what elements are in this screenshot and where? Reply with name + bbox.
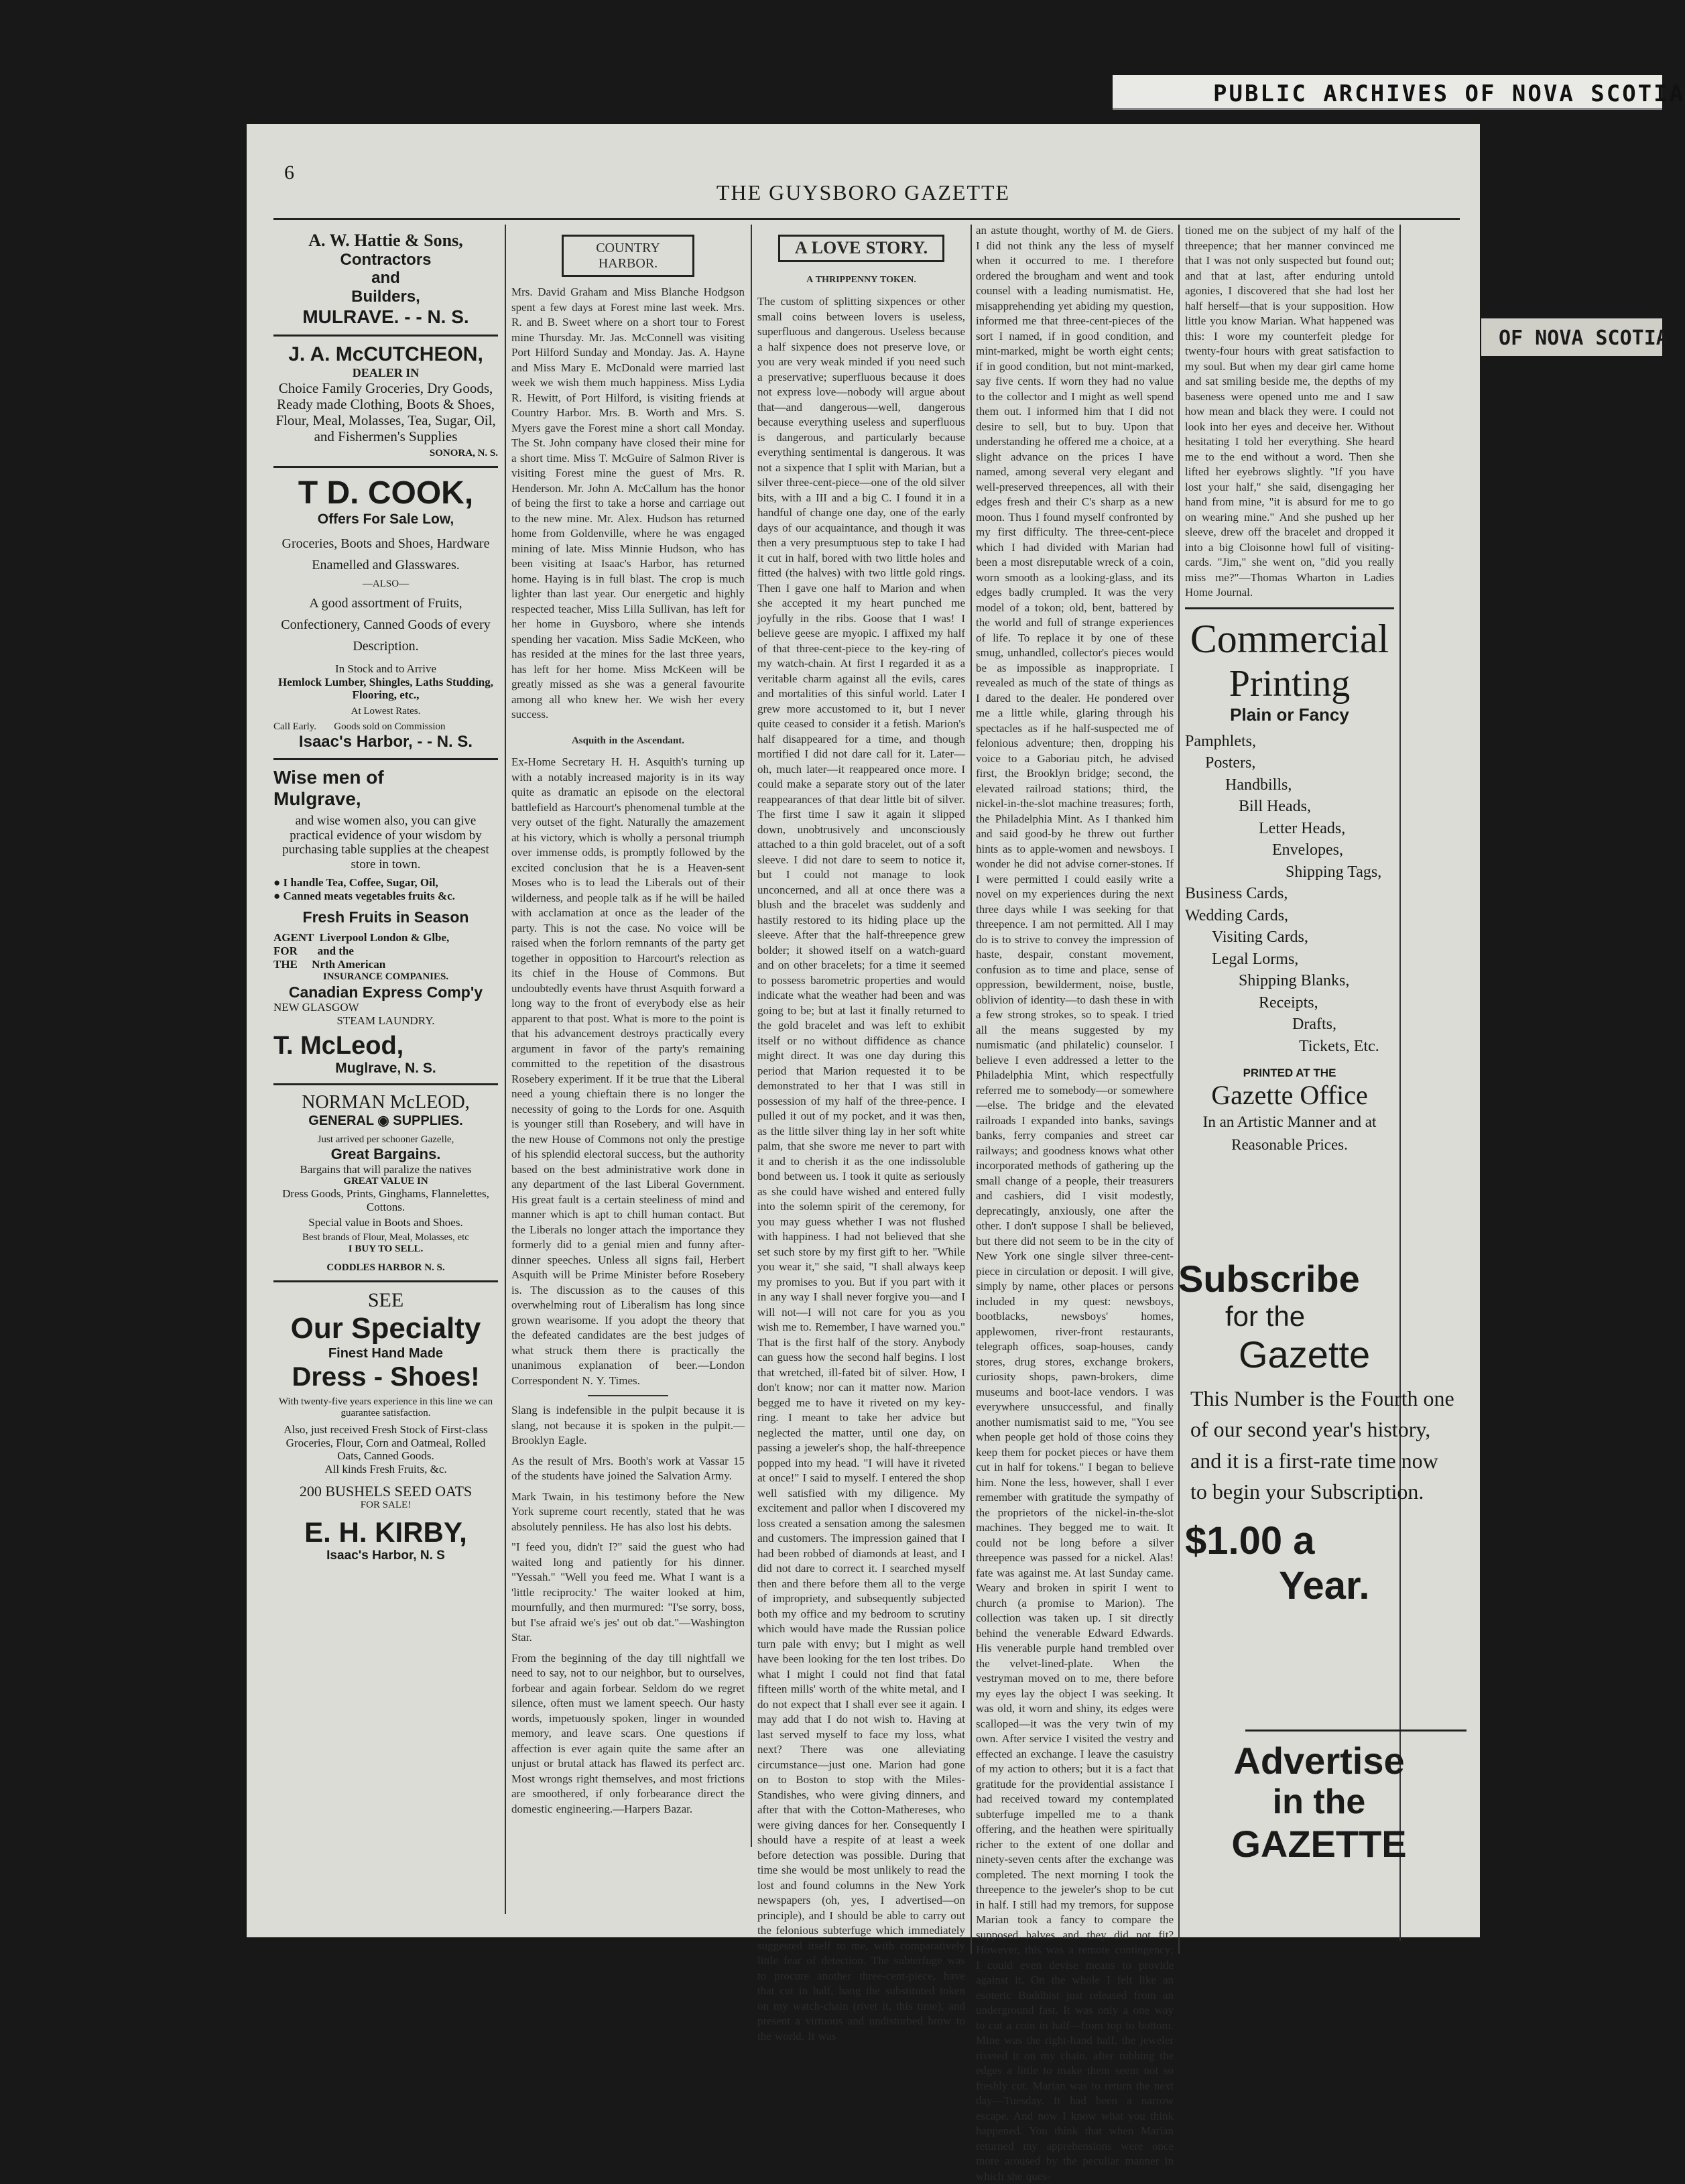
ad-hattie-line: Builders, (351, 288, 420, 306)
ad-mcleod-laundry: STEAM LAUNDRY. (336, 1014, 435, 1028)
ad-cook-line: Call Early. Goods sold on Commission (273, 721, 446, 733)
asquith-heading: Asquith in the Ascendant. (571, 735, 685, 746)
ad-mccutcheon-sub: DEALER IN (352, 366, 420, 380)
ad-cook-name: T D. COOK, (298, 475, 474, 511)
ad-printing (1185, 616, 1394, 1157)
ad-advertise-heading: GAZETTE (1231, 1823, 1407, 1866)
ad-printing-heading: Commercial (1190, 616, 1389, 661)
ad-kirby-line: With twenty-five years experience in this line we can guarantee satisfaction. (278, 1396, 493, 1419)
ad-printing-item: Wedding Cards, (1185, 906, 1289, 924)
ad-printing-item: Tickets, Etc. (1299, 1037, 1379, 1055)
ad-printing-item: Business Cards, (1185, 885, 1288, 903)
ad-subscribe-heading: Gazette (1239, 1333, 1371, 1376)
ad-printing-item: Shipping Tags, (1286, 863, 1382, 881)
left-ads-column (273, 228, 498, 1917)
page-title: THE GUYSBORO GAZETTE (716, 180, 1011, 204)
ad-mcleod-name: T. McLeod, (273, 1031, 404, 1060)
ad-mcleod-heading: Wise men of (273, 766, 384, 788)
ad-mcleod (273, 767, 498, 1077)
ad-mcleod-laundry: NEW GLASGOW (273, 1001, 359, 1014)
ad-cook-tag: Offers For Sale Low, (317, 511, 454, 527)
ad-subscribe (1172, 1257, 1466, 1608)
ad-mcleod-agent: THE Nrth American (273, 958, 386, 971)
archive-label-partial: OF NOVA SCOTIA (1481, 318, 1662, 356)
ad-advertise-heading: in the (1272, 1782, 1366, 1822)
love-story-column (976, 223, 1174, 2183)
ad-mccutcheon-name: J. A. McCUTCHEON, (288, 343, 483, 365)
ad-printing-item: Handbills, (1225, 776, 1292, 794)
ad-subscribe-year: Year. (1279, 1563, 1370, 1607)
ad-norman-line: Best brands of Flour, Meal, Molasses, etc (302, 1232, 469, 1243)
ad-cook-line: In Stock and to Arrive (334, 662, 437, 676)
ad-norman (273, 1092, 498, 1274)
column-rule (1399, 225, 1401, 1941)
column-rule (1178, 225, 1180, 1954)
ad-kirby-place: Isaac's Harbor, N. S (326, 1549, 445, 1563)
ad-kirby-oats: 200 BUSHELS SEED OATS (299, 1482, 473, 1500)
ad-kirby-line: Also, just received Fresh Stock of First-class Groceries, Flour, Corn and Oatmeal, Rolled Oats, Canned Goods. (284, 1423, 488, 1463)
newspaper-page (247, 124, 1480, 2183)
ad-hattie (273, 228, 498, 328)
column-rule (505, 225, 506, 1914)
ad-mcleod-insurance: INSURANCE COMPANIES. (322, 971, 449, 983)
ad-mcleod-agent: AGENT Liverpool London & Glbe, (273, 931, 450, 945)
news-column (511, 228, 745, 1931)
love-story-subheading: A THRIPPENNY TOKEN. (806, 274, 916, 285)
page-number: 6 (284, 162, 294, 184)
ad-cook-also: —ALSO— (362, 578, 410, 589)
ad-norman-line: Special value in Boots and Shoes. (308, 1216, 463, 1229)
ad-mcleod-agent: FOR and the (273, 945, 354, 958)
ad-norman-line: GREAT VALUE IN (343, 1176, 428, 1187)
ad-advertise (1172, 1740, 1466, 1866)
love-story-text: an astute thought, worthy of M. de Giers. I did not think any the less of myself when it occurred to me. I therefore ordered the brougham and went and took counsel with a leading numismatist. He, misapprehending yet abiding my question, informed me that three-cent-pieces of the sort I named, if in good condition, and mint-marked, might be worth eight cents; if in good condition, but not mint-marked, say five cents. If worn they had no value to the collector and I might as well spend them out. I informed him that I did not desire to sell, but to buy. Upon that understanding he offered me a choice, at a slight advance on the prices I have named, among several very elegant and well-preserved threepences, all with their edges fresh and their C's sharp as a new moon. Thus I found myself confronted by my first difficulty. The three-cent-piece which I had divided with Marian had been a most disreputable wreck of a coin, worn smooth as a looking-glass, and its edges badly crumpled. It was the very model of a tokon; old, bent, battered by the world and full of strange experiences of life. To replace it by one of these smug, unhandled, collector's pieces would be as impossible as inappropriate. I revealed as much of the state of things as I dared to the dealer. He pondered over me a little while, glaring through his spectacles as if he half-suspected me of felonious adventure; then, dropping his voice to a Gaboriau pitch, he advised first, the Brooklyn bridge; second, the elevated railroad stations; third, the nickel-in-the-slot machine treasures; forth, the Philadelphia Mint. As I thanked him and said good-by he threw out further hints as to apple-women and newsboys. I wonder he did not advise corner-stones. If I were permitted I could easily write a novel on my experiences during the next three days while I was seeking for that threepence. I am not permitted. All I may do is to strive to convey the impression of haste, despair, constant movement, confusion as to time and place, sense of oppression, bewilderment, noise, bustle, oblivion of identity—to dash these in with a few strong strokes, so to speak. I tried all the means suggested by my numismatic (and philatelic) counselor. I believe I even addressed a letter to the Philadelphia Mint, which respectfully referred me to somebody—or somewhere—else. The bridge and the elevated railroads I expanded into banks, savings banks, ferry companies and street car railways; and goodness knows what other incorporated methods of gathering up the small change of a people, their treasurers and cashiers, did I visit modestly, deprecatingly, anxiously, one after the other. I don't suppose I shall be believed, but there did not seem to be in the city of New York one single silver three-cent-piece in circulation or deposit. I will give, simply by name, other places or persons included in my quest: newsboys, bootblacks, newsboys' homes, applewomen, river-front restaurants, telegraph offices, soap-houses, candy stores, drug stores, exchange brokers, curiosity shops, pawn-brokers, dime museums and boot-lace vendors. I was everywhere unsuccessful, and finally another numismatist said to me, "You see when people get hold of those coins they keep them for pocket pieces or have them cut in half for tokens." I began to believe him. None the less, however, shall I ever remember with gratitude the sympathy of the proprietors of the nickel-in-the-slot machines. They begged me to wait. It could not be long before a silver threepence was passed for a nickel. Alas! fate was against me. At last Sunday came. Weary and broken in spirit I went to church (a promise to Marion). The collection was taken up. I sit directly behind the venerable Edward Edwards. His venerable purple hand trembled over the velvet-lined-plate. When the vestryman moved on to me, there before my eyes lay the object I was seeking. It was old, it worn and shiny, its edges were scalloped—it was the very twin of my own. After service I visited the vestry and effected an exchange. I leave the casuistry of my action to others; but it is a fact that gratitude for the providential assistance I had received toward my contemplated subterfuge impelled me to a thank offering, and the heathen were spiritually richer to the extent of one dollar and ninety-seven cents after the exchange was completed. The next morning I took the threepence to the jeweler's shop to be cut in half. I still had my tremors, for suppose Marian took a fancy to compare the supposed halves and they did not fit? However, this was a remote contingency; I could even devise means to provide against it. On the whole I felt like an esoteric Buddhist just released from an underground fast. It was only a one way to cut a coin in half—from top to bottom. Mine was the right-hand half, the jeweler riveted it on my chain, after rubbing the edges a little to make them seem not so freshly cut. Marian was to return the next day—Tuesday. It had been a narrow escape. And now I know what you think happened. You think that when Marian returned my apprehensions were once more aroused by the peculiar manner in which she ques- (976, 224, 1174, 2183)
love-story-text: The custom of splitting sixpences or other small coins between lovers is useless, superfluous and dangerous. Useless because a half sixpence does not preserve love, or you are very weak minded if you need such a preservative; superfluous because it does not express love—nobody will argue about that—and dangerous—well, dangerous because everything useless and superfluous is dangerous, and particularly because everything sentimental is dangerous. It was not a sixpence that I split with Marian, but a silver three-cent-piece—one of the old silver bits, with a III and a big C. I found it in a handful of change one day, one of the early days of our acquaintance, and though it was then a very presumptuous step to take I had it cut in half, bored with two little holes and fitted (the halves) with two little gold rings. Then I gave one half to Marion and when she accepted it my heart punched me joyfully in the ribs. Goose that I was! I believe geese are myopic. I affixed my half of that three-cent-piece to the key-ring of my watch-chain. At first I regarded it as a veritable charm against all the evils, cares and mortalities of this sinful world. Later I grew more accustomed to it, but I never quite ceased to consider it a fetish. Marion's half disappeared for a time, and though mortified I did not dare call for it. Later—oh, much later—it reappeared once more. I could make a separate story out of the later reappearances of that dear little bit of silver. The first time I saw it again it slipped down, unobtrusively and unconsciously attached to a thin gold bracelet, out of a soft sleeve. I did not dare to seem to notice it, but I could not manage to look unconcerned, and all at once there was a blush and the bracelet was suddenly and hastily restored to its hiding place up the sleeve. After that the half-threepence grew bolder; it showed itself on a watch-guard and on other bracelets; for a time it seemed to possess barometric properties and would indicate what the weather had been and was going to be; but at last it finally returned to the gold bracelet and was left to exhibit itself or no without diffidence as chance might direct. It was one day during this period that Marion requested it to be demonstrated to her that I was still in possession of my half of the three-pence. I pulled it out of my pocket, and it was then, as the little silver thing lay in her soft white palm, that she swore me never to part with it and to cherish it as the one indissoluble bond between us. I took it quite as seriously as she could have wished and entered fully into the solemn spirit of the ceremony, for you may guess whether I was not flushed with happiness. I had not believed that she set such store by my first gift to her. "While you wear it," she said, "I shall always keep my promises to you. But if you part with it in any way I shall never forgive you—and I will not—I will not care for you as you wish me to. Remember, I have warned you." That is the first half of the story. Anybody can guess how the second half begins. I lost that wretched, ill-fated bit of silver. How, I don't know; nor can it matter now. Marion begged me to have it riveted on my key-ring. I meant to take her advice but neglected the matter, until one day, on passing a jeweler's shop, the half-threepence popped into my head. "I will have it riveted at once!" I said to myself. I entered the shop well satisfied with my diligence. My excitement and pallor when I discovered my loss created a sensation among the salesmen and customers. The impression gained that I had been robbed of diamonds at least, and I did not dare to correct it. I searched myself then and there before them all to the verge of impropriety, and subsequently subjected both my office and my bedroom to scrutiny which would have made the Russian police turn pale with envy; but I might as well have been looking for the ten lost tribes. Do what I might I could not find that fatal fifteen mills' worth of the white metal, and I do not expect that I shall ever see it again. I may add that I do not wish to. Having at last served myself to face my loss, what next? There was one alleviating circumstance—just one. Marion had gone on to Boston to stop with the Miles-Standishes, who were giving dinners, and after that with the Cotton-Mathereses, who were giving dances for her. Consequently I should have a respite of at least a week before detection was possible. During that time she would be most unlikely to read the lost and found columns in the New York newspapers (oh, yes, I advertised—on principle), and I should be able to carry out the felonious subterfuge which immediately suggested itself to me, with comparatively little fear of detection. The subterfuge was to procure another three-cent-piece, have that cut in half, hang the substituted token on my watch-chain (rivet it, this time), and present a virtuous and undisturbed brow to the world. It was (757, 295, 965, 2043)
love-story-text: tioned me on the subject of my half of the threepence; that her manner convinced me that I was not only suspected but found out; and that at last, after enduring untold agonies, I discovered that she had lost her half herself—that is your supposition. How little you know Marian. What happened was this: I wore my counterfeit pledge for twenty-four hours with great satisfaction to my soul. But when my dear girl came home and sat smiling beside me, the depths of my baseness were opened unto me and I saw how mean and black they were. I could not look into her eyes and deceive her. Without hesitating I told her everything. She heard me to the end without a word. Then she lifted her eyebrows slightly. "If you have lost your half," she said, disengaging her hand from mine, "it is absurd for me to go on wearing mine." And she pushed up her sleeve, drew off the bracelet and dropped it into a big Cloisonne howl full of visiting-cards. "Jim," she went on, "did you really miss me?"—Thomas Wharton in Ladies Home Journal. (1185, 224, 1394, 599)
ad-printing-item: Receipts, (1259, 993, 1318, 1012)
ad-subscribe-body: This Number is the Fourth one of our second year's history, and it is a first-rate time now to begin your Subscription. (1190, 1386, 1454, 1504)
ad-advertise-heading: Advertise (1233, 1740, 1405, 1782)
ad-norman-line: Great Bargains. (330, 1146, 441, 1163)
ad-subscribe-heading: for the (1225, 1300, 1306, 1332)
ad-printing-item: Drafts, (1292, 1016, 1336, 1034)
ad-mcleod-item: ● I handle Tea, Coffee, Sugar, Oil, (273, 876, 438, 890)
ad-norman-name: NORMAN McLEOD, (302, 1091, 470, 1113)
asquith-text: Ex-Home Secretary H. H. Asquith's turning up with a notably increased majority is in its way quite as dramatic an episode on the electoral battlefield as Harcourt's phenomenal tumble at the very outset of the fight. Naturally the amazement at his victory, which is wholly a personal triumph over immense odds, is promptly followed by the excited conclusion that he is a Heaven-sent Moses who is to lead the Liberals out of their wilderness, and people talk as if he will be hailed with acclamation at once as the leader of the party. This is not the case. No voice will be raised when the forlorn remnants of the party get together in opposition to Harcourt's relection as its chief in the House of Commons. But undoubtedly events have thrust Asquith forward a long way to the front of everybody else as heir apparent to that post. What is more to the point is that his advancement destroys practically every argument in favor of the party's remaining committed to the repetition of the disastrous Rosebery experiment. If it be true that the Liberal need a young chieftain there is no longer the necessity of going to the Lords for one. Asquith is younger still than Rosebery, and will have in the new House of Commons not only the prestige of his splendid electoral success, but the authority based on the best administrative work done in any department of the last Liberal Government. His great fault is a certain steeliness of mind and manner which is apt to chill human contact. But the Liberals no longer attach the importance they formerly did to a genial mien and funny after-dinner speeches. Unless all signs fail, Herbert Asquith will be Prime Minister before Rosebery is. The discussion as to the causes of this overwhelming rout of Liberalism has long since grown wearisome. If you adopt the theory that the defeated candidates are the best judges of what struck them there is practically the unanimous explanation of beer.—London Correspondent N. Y. Times. (511, 755, 745, 1387)
ad-mcleod-place: Muglrave, N. S. (335, 1060, 436, 1076)
love-story-column (757, 228, 965, 2043)
ad-cook-line: At Lowest Rates. (351, 705, 421, 717)
filler-slang: Slang is indefensible in the pulpit because it is slang, not because it is spoken in the pulpit.—Brooklyn Eagle. (511, 1404, 745, 1447)
ad-mccutcheon (273, 343, 498, 459)
ad-cook-line: Hemlock Lumber, Shingles, Laths Studding, Flooring, etc., (277, 675, 494, 702)
column-rule (971, 225, 972, 1954)
filler-fed: "I feed you, didn't I?" said the guest who had waited long and patiently for his dinner. "Yessah." "Well you feed me. What I want is a 'little reciprocity.' The waiter looked at him, mournfully, and then murmured: "I'se sorry, boss, but I'se afraid we's jes' out ob dat."—Washington Star. (511, 1540, 745, 1644)
ad-cook-place: Isaac's Harbor, - - N. S. (298, 733, 473, 751)
ad-mccutcheon-place: SONORA, N. S. (429, 447, 498, 459)
ad-printing-item: Shipping Blanks, (1239, 972, 1350, 990)
ad-norman-line: I BUY TO SELL. (348, 1243, 424, 1255)
ad-norman-line: Just arrived per schooner Gazelle, (317, 1134, 454, 1146)
ad-hattie-name: A. W. Hattie & Sons, (308, 231, 463, 250)
ad-norman-sub: GENERAL ◉ SUPPLIES. (308, 1113, 463, 1129)
ad-kirby-finest: Finest Hand Made (328, 1345, 444, 1361)
ad-hattie-line: Contractors (340, 250, 432, 269)
ad-norman-line: Bargains that will paralize the natives (300, 1162, 472, 1176)
ad-mcleod-item-text: Canned meats vegetables fruits &c. (283, 890, 455, 903)
filler-twain: Mark Twain, in his testimony before the New York supreme court recently, stated that he was absolutely penniless. He has also lost his debts. (511, 1490, 745, 1533)
ad-cook-line: A good assortment of Fruits, Confectionery, Canned Goods of every Description. (281, 596, 491, 654)
ad-mcleod-item-text: I handle Tea, Coffee, Sugar, Oil, (283, 876, 438, 890)
ad-printing-item: Posters, (1205, 754, 1256, 772)
ad-kirby (273, 1289, 498, 1563)
filler-booth: As the result of Mrs. Booth's work at Vassar 15 of the students have joined the Salvation Army. (511, 1454, 745, 1482)
ad-subscribe-price: $1.00 a (1185, 1518, 1315, 1563)
ad-cook (273, 475, 498, 751)
ad-mcleod-express: Canadian Express Comp'y (288, 983, 483, 1001)
ad-hattie-place: MULRAVE. - - N. S. (302, 306, 469, 327)
column-rule (751, 225, 752, 1847)
country-harbor-text: Mrs. David Graham and Miss Blanche Hodgson spent a few days at Forest mine last week. Mrs. R. and B. Sweet where on a short tour to Forest mine Thursday. Mr. Jas. McConnell was visiting Port Hilford Sunday and Monday. Jas. A. Hayne and Miss Mary E. McDonald were married last week we wish them much happiness. Miss Lydia R. Hewitt, of Port Hilford, is visiting friends at Country Harbor. Mrs. B. Worth and Mrs. S. Myers gave the Forest mine a short call Monday. The St. John company have closed their mine for a short time. Miss T. McGuire of Salmon River is visiting Forest mine the guest of Mrs. R. Henderson. Mr. John A. McCallum has the honor of being the first to take a horse and carriage out to the new mine. Mr. Alex. Hudson has returned home from Goldenville, where he was engaged mining of late. Miss Minnie Hudson, who has been visiting at Isaac's Harbor, has returned home. Haying is in full blast. The crop is much lighter than last year. Our energetic and highly respected teacher, Miss Lilla Sullivan, has left for her home in Guysboro, where she intends spending her vacation. Miss Sadie McKeen, who has resided at the mines for the last three years, has left for her home. Miss McKeen will be greatly missed as she was a general favourite among all who knew her. We wish her every success. (511, 286, 745, 721)
ad-printing-sub: Plain or Fancy (1230, 704, 1349, 725)
ad-mcleod-heading: Mulgrave, (273, 788, 361, 809)
ad-printing-items (1185, 731, 1394, 1058)
ad-mcleod-fruits: Fresh Fruits in Season (302, 908, 469, 926)
archive-label: PUBLIC ARCHIVES OF NOVA SCOTIA (1113, 75, 1662, 110)
ad-hattie-line: and (371, 269, 400, 288)
ad-norman-place: CODDLES HARBOR N. S. (326, 1262, 445, 1273)
ad-printing-manner: In an Artistic Manner and at Reasonable Prices. (1202, 1113, 1377, 1154)
advertise-rule (1245, 1730, 1466, 1732)
ad-kirby-shoes: Dress - Shoes! (292, 1361, 480, 1392)
ad-printing-item: Envelopes, (1272, 841, 1343, 859)
ad-kirby-see: SEE (367, 1288, 404, 1311)
love-story-heading: A LOVE STORY. (778, 235, 944, 262)
ad-printing-item: Letter Heads, (1259, 819, 1346, 837)
ad-printing-item: Pamphlets, (1185, 732, 1256, 750)
header-rule (273, 218, 1460, 220)
ad-printing-item: Bill Heads, (1239, 798, 1311, 816)
ad-kirby-sale: FOR SALE! (360, 1499, 412, 1510)
ad-printing-office: Gazette Office (1211, 1079, 1368, 1110)
ad-cook-line: Groceries, Boots and Shoes, Hardware Enamelled and Glasswares. (282, 536, 490, 572)
ad-mcleod-body: and wise women also, you can give practical evidence of your wisdom by purchasing table supplies at the cheapest store in town. (282, 813, 489, 872)
ad-kirby-specialty: Our Specialty (290, 1312, 481, 1345)
ad-norman-line: Dress Goods, Prints, Ginghams, Flannelettes, Cottons. (282, 1187, 489, 1213)
ad-mccutcheon-body: Choice Family Groceries, Dry Goods, Ready made Clothing, Boots & Shoes, Flour, Meal, Molasses, Tea, Sugar, Oil, and Fishermen's Supplies (275, 380, 496, 445)
ad-kirby-line: All kinds Fresh Fruits, &c. (324, 1463, 447, 1476)
right-column (1185, 223, 1394, 1939)
ad-printing-printed: PRINTED AT THE (1243, 1067, 1336, 1080)
ad-printing-item: Legal Lorms, (1212, 950, 1299, 968)
ad-kirby-name: E. H. KIRBY, (304, 1516, 467, 1549)
ad-printing-heading: Printing (1229, 662, 1351, 705)
ad-subscribe-heading: Subscribe (1178, 1258, 1360, 1300)
filler-day: From the beginning of the day till nightfall we need to say, not to our neighbor, but to ourselves, forbear and again forbear. Seldom do we regret silence, often must we lament speech. Our hasty words, impetuously spoken, linger in wounded memory, and leave scars. One questions if affection is ever again quite the same after an unjust or brutal attack has flawed its perfect arc. Most wrongs right themselves, and most frictions are smoothered, if only forbearance direct the domestic engineering.—Harpers Bazar. (511, 1651, 745, 1815)
ad-printing-item: Visiting Cards, (1212, 928, 1308, 947)
ad-mcleod-item: ● Canned meats vegetables fruits &c. (273, 890, 455, 903)
country-harbor-heading: COUNTRY HARBOR. (562, 235, 694, 277)
